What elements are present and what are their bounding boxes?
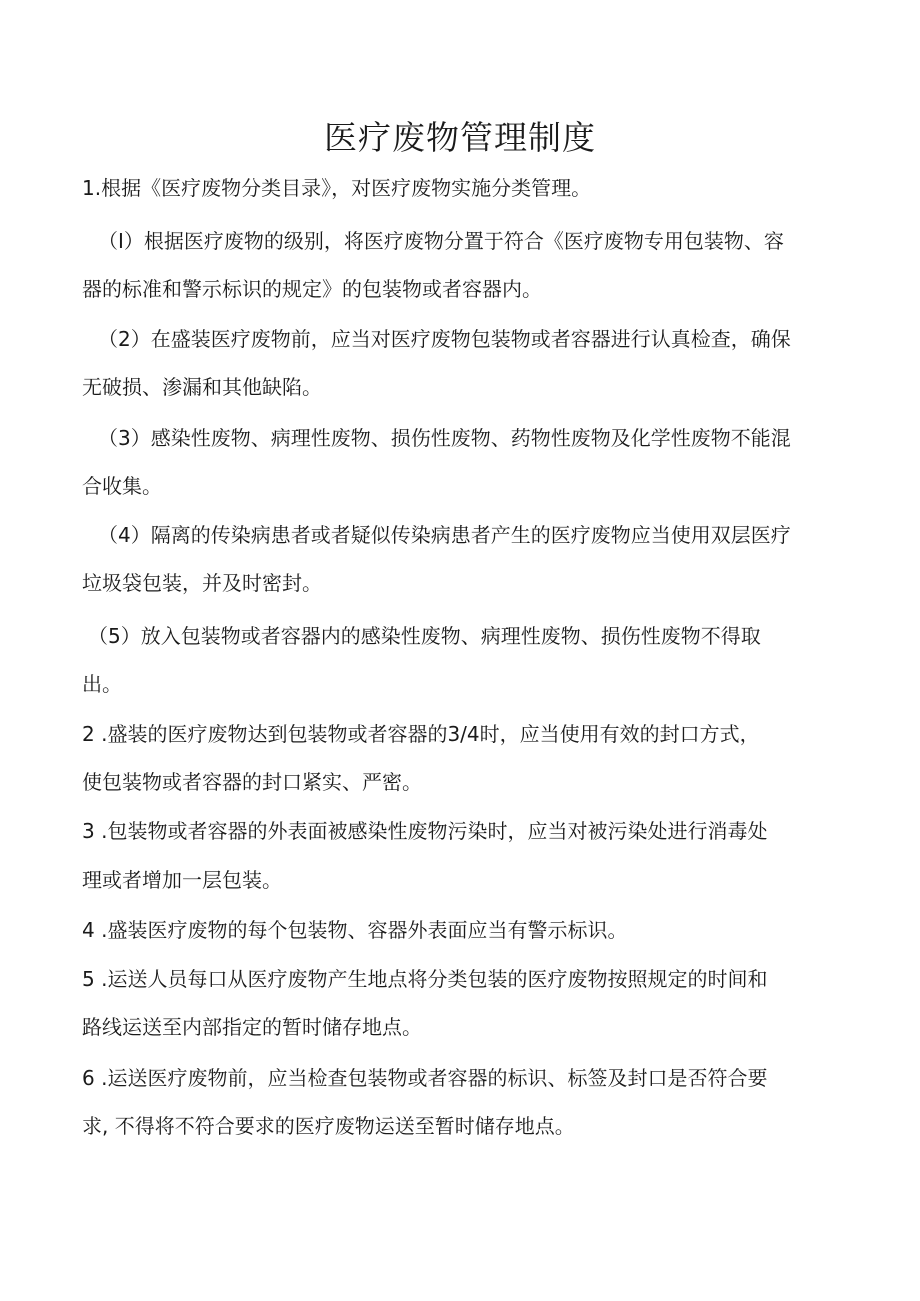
document-line: （2）在盛装医疗废物前，应当对医疗废物包装物或者容器进行认真检查，确保 bbox=[98, 327, 791, 351]
document-line: 1.根据《医疗废物分类目录》，对医疗废物实施分类管理。 bbox=[82, 176, 592, 200]
document-line: （4）隔离的传染病患者或者疑似传染病患者产生的医疗废物应当使用双层医疗 bbox=[98, 523, 791, 547]
document-line: 4 .盛装医疗废物的每个包装物、容器外表面应当有警示标识。 bbox=[82, 918, 628, 942]
document-title: 医疗废物管理制度 bbox=[324, 118, 596, 157]
document-line: 求, 不得将不符合要求的医疗废物运送至暂时储存地点。 bbox=[82, 1114, 575, 1138]
document-line: 合收集。 bbox=[82, 474, 162, 498]
document-line: （3）感染性废物、病理性废物、损伤性废物、药物性废物及化学性废物不能混 bbox=[98, 426, 791, 450]
document-line: 6 .运送医疗废物前，应当检查包装物或者容器的标识、标签及封口是否符合要 bbox=[82, 1066, 768, 1090]
document-line: 垃圾袋包装，并及时密封。 bbox=[82, 571, 322, 595]
document-line: 出。 bbox=[82, 672, 122, 696]
document-line: 器的标准和警示标识的规定》的包装物或者容器内。 bbox=[82, 277, 542, 301]
document-line: 5 .运送人员每口从医疗废物产生地点将分类包装的医疗废物按照规定的时间和 bbox=[82, 967, 768, 991]
document-line: （5）放入包装物或者容器内的感染性废物、病理性废物、损伤性废物不得取 bbox=[88, 624, 761, 648]
document-line: 2 .盛装的医疗废物达到包装物或者容器的3/4时，应当使用有效的封口方式， bbox=[82, 722, 760, 746]
document-line: 理或者增加一层包装。 bbox=[82, 868, 282, 892]
document-line: 无破损、渗漏和其他缺陷。 bbox=[82, 375, 322, 399]
document-line: 路线运送至内部指定的暂时储存地点。 bbox=[82, 1015, 422, 1039]
document-line: （I）根据医疗废物的级别，将医疗废物分置于符合《医疗废物专用包装物、容 bbox=[98, 229, 784, 253]
document-line: 3 .包装物或者容器的外表面被感染性废物污染时，应当对被污染处进行消毒处 bbox=[82, 819, 768, 843]
document-line: 使包装物或者容器的封口紧实、严密。 bbox=[82, 770, 422, 794]
